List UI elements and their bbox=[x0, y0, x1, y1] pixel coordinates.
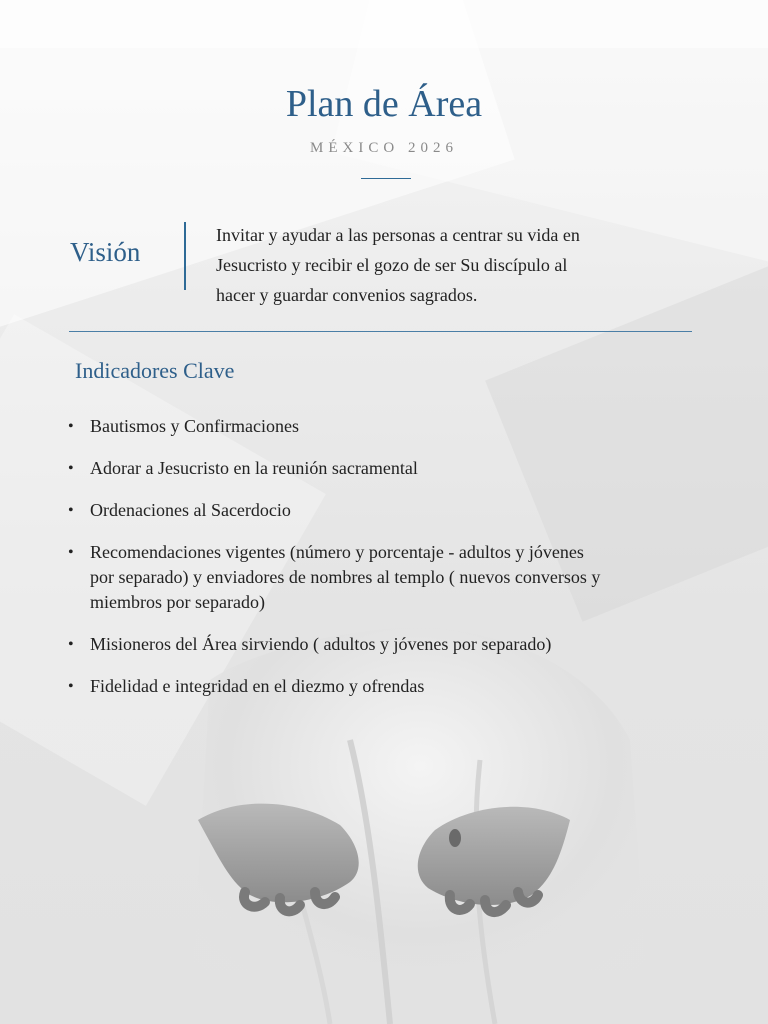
bullet-icon: • bbox=[68, 544, 74, 561]
title-divider bbox=[361, 178, 411, 179]
page-title: Plan de Área bbox=[285, 83, 483, 125]
vision-text-line: Invitar y ayudar a las personas a centrar su vida en bbox=[216, 225, 580, 245]
vision-text bbox=[216, 220, 656, 310]
vision-label: Visión bbox=[70, 237, 141, 267]
bullet-icon: • bbox=[68, 460, 74, 477]
list-item-line: Adorar a Jesucristo en la reunión sacramental bbox=[90, 458, 418, 478]
vision-text-line: Jesucristo y recibir el gozo de ser Su discípulo al bbox=[216, 255, 568, 275]
section-divider bbox=[69, 331, 692, 332]
vision-divider bbox=[184, 222, 186, 290]
list-item-line: Misioneros del Área sirviendo ( adultos y jóvenes por separado) bbox=[90, 634, 552, 654]
list-item bbox=[68, 540, 678, 615]
list-item bbox=[68, 498, 678, 523]
list-item bbox=[68, 674, 678, 699]
bullet-icon: • bbox=[68, 636, 74, 653]
list-item-line: Fidelidad e integridad en el diezmo y ofrendas bbox=[90, 676, 425, 696]
list-item-line: por separado) y enviadores de nombres al templo ( nuevos conversos y bbox=[90, 567, 601, 587]
list-item-line: Recomendaciones vigentes (número y porcentaje - adultos y jóvenes bbox=[90, 542, 584, 562]
indicators-heading: Indicadores Clave bbox=[75, 358, 235, 383]
list-item-line: Ordenaciones al Sacerdocio bbox=[90, 500, 291, 520]
bullet-icon: • bbox=[68, 418, 74, 435]
list-item bbox=[68, 632, 678, 657]
list-item-line: Bautismos y Confirmaciones bbox=[90, 416, 299, 436]
list-item-line: miembros por separado) bbox=[90, 592, 265, 612]
indicators-list bbox=[68, 414, 678, 716]
bullet-icon: • bbox=[68, 502, 74, 519]
bullet-icon: • bbox=[68, 678, 74, 695]
page-subtitle: MÉXICO 2026 bbox=[310, 140, 458, 156]
vision-text-line: hacer y guardar convenios sagrados. bbox=[216, 285, 478, 305]
list-item bbox=[68, 456, 678, 481]
list-item bbox=[68, 414, 678, 439]
